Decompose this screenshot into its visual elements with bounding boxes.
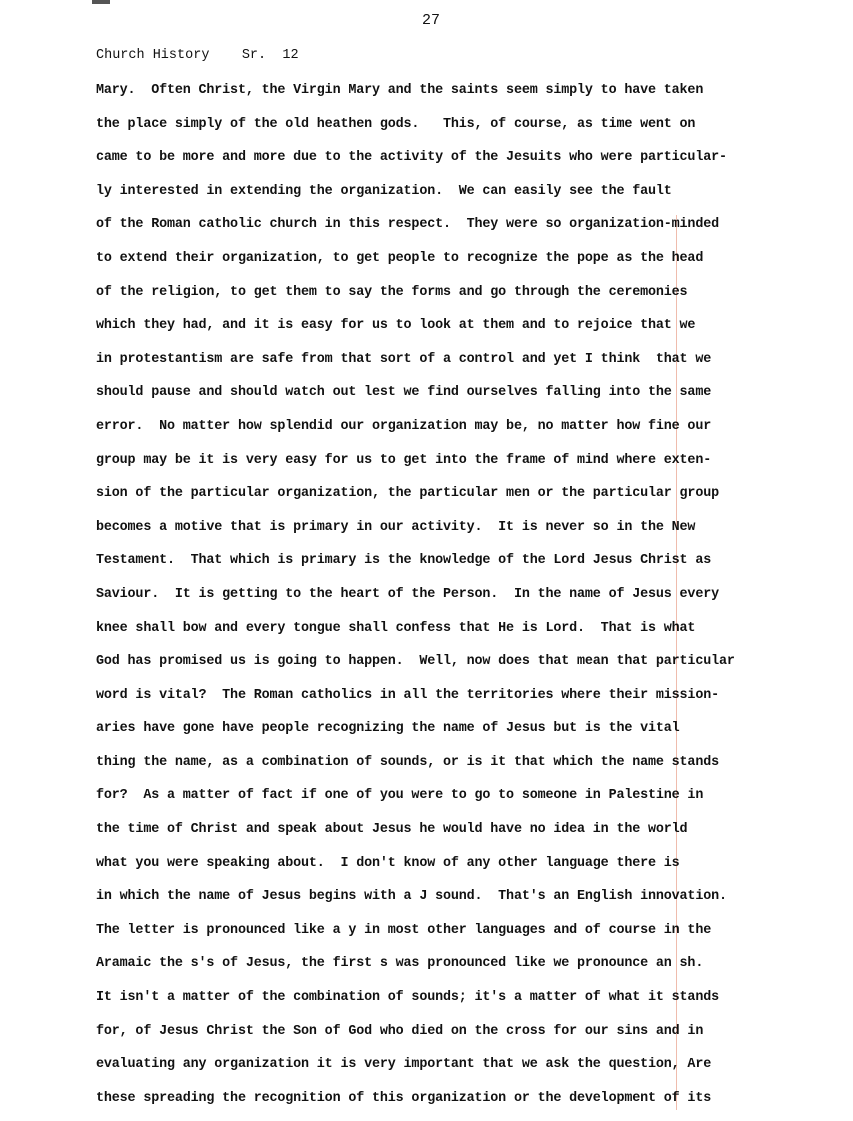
text-line: error. No matter how splendid our organization may be, no matter how fine our xyxy=(96,418,712,434)
text-line: Mary. Often Christ, the Virgin Mary and the saints seem simply to have taken xyxy=(96,83,704,98)
text-line: came to be more and more due to the activity of the Jesuits who were particular- xyxy=(96,150,727,166)
text-line: of the Roman catholic church in this respect. They were so organization-minded xyxy=(96,217,719,233)
text-line: which they had, and it is easy for us to look at them and to rejoice that we xyxy=(96,318,696,334)
header-section: Sr. xyxy=(241,48,267,63)
text-line: God has promised us is going to happen. Well, now does that mean that particular xyxy=(96,654,735,670)
page-number: 27 xyxy=(422,12,441,29)
text-line: these spreading the recognition of this organization or the development of its xyxy=(96,1090,712,1106)
text-line: in which the name of Jesus begins with a J sound. That's an English innovation. xyxy=(96,889,727,905)
text-line: word is vital? The Roman catholics in all the territories where their mission- xyxy=(96,687,719,703)
header-number: 12 xyxy=(282,48,299,63)
text-line: It isn't a matter of the combination of sounds; it's a matter of what it stands xyxy=(96,990,719,1006)
header-course: Church History xyxy=(96,48,210,63)
text-line: aries have gone have people recognizing the name of Jesus but is the vital xyxy=(96,721,680,737)
text-line: becomes a motive that is primary in our activity. It is never so in the New xyxy=(96,519,696,535)
body-text xyxy=(96,80,796,1121)
text-line: Saviour. It is getting to the heart of the Person. In the name of Jesus every xyxy=(96,586,719,602)
text-line: sion of the particular organization, the particular men or the particular group xyxy=(96,486,719,502)
text-line: to extend their organization, to get people to recognize the pope as the head xyxy=(96,250,704,266)
text-line: evaluating any organization it is very important that we ask the question, Are xyxy=(96,1057,712,1073)
text-line: Aramaic the s's of Jesus, the first s was pronounced like we pronounce an sh. xyxy=(96,956,704,972)
text-line: for? As a matter of fact if one of you were to go to someone in Palestine in xyxy=(96,788,704,804)
text-line: should pause and should watch out lest we find ourselves falling into the same xyxy=(96,385,712,401)
text-line: in protestantism are safe from that sort of a control and yet I think that we xyxy=(96,351,712,367)
text-line: of the religion, to get them to say the forms and go through the ceremonies xyxy=(96,284,688,300)
document-header xyxy=(96,48,299,63)
text-line: Testament. That which is primary is the knowledge of the Lord Jesus Christ as xyxy=(96,553,712,569)
text-line: knee shall bow and every tongue shall confess that He is Lord. That is what xyxy=(96,620,696,636)
text-line: ly interested in extending the organization. We can easily see the fault xyxy=(96,183,672,199)
text-line: The letter is pronounced like a y in most other languages and of course in the xyxy=(96,922,712,938)
text-line: for, of Jesus Christ the Son of God who died on the cross for our sins and in xyxy=(96,1023,704,1039)
text-line: group may be it is very easy for us to get into the frame of mind where exten- xyxy=(96,452,712,468)
text-line: thing the name, as a combination of sounds, or is it that which the name stands xyxy=(96,754,719,770)
text-line: the place simply of the old heathen gods. This, of course, as time went on xyxy=(96,116,696,132)
text-line: what you were speaking about. I don't know of any other language there is xyxy=(96,855,680,871)
text-line: the time of Christ and speak about Jesus he would have no idea in the world xyxy=(96,822,688,838)
corner-mark xyxy=(92,0,110,4)
